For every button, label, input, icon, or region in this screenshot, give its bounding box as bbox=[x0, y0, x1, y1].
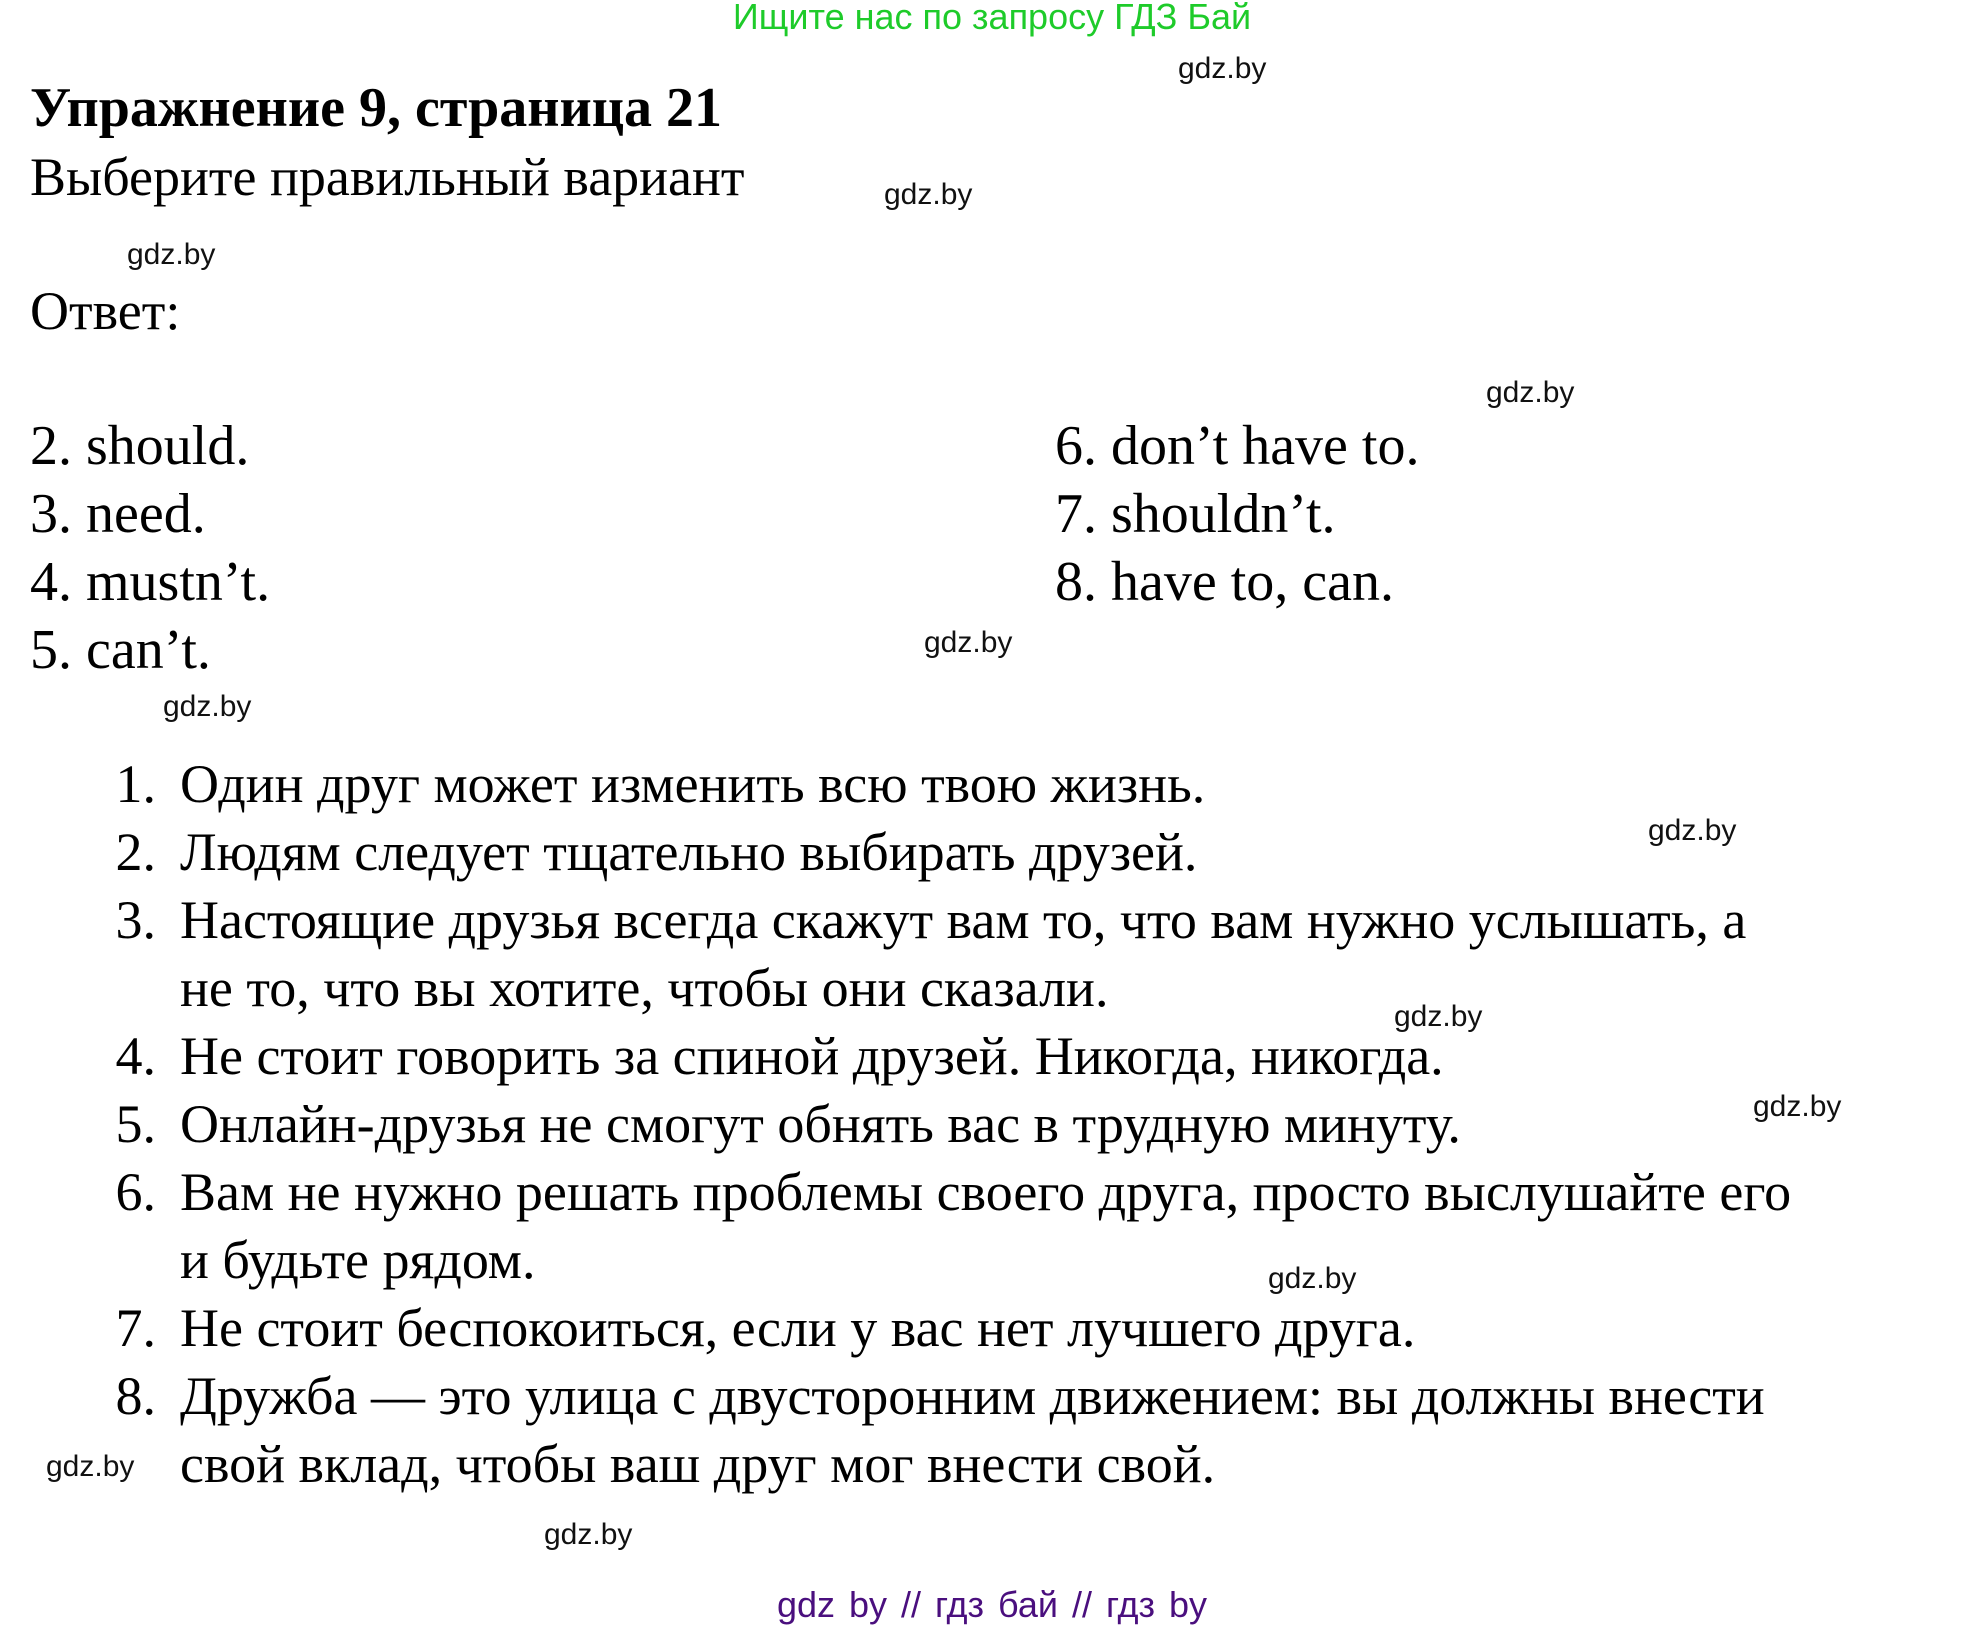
watermark: gdz.by bbox=[46, 1450, 135, 1483]
item-text: Один друг может изменить всю твою жизнь. bbox=[180, 754, 1206, 814]
watermark: gdz.by bbox=[1648, 814, 1737, 847]
answer-item: 3. need. bbox=[30, 483, 206, 545]
answer-label: Ответ: bbox=[30, 281, 181, 341]
answer-item: 2. should. bbox=[30, 415, 250, 477]
watermark: gdz.by bbox=[163, 690, 252, 723]
item-number: 3. bbox=[115, 890, 156, 950]
item-text-continued: не то, что вы хотите, чтобы они сказали. bbox=[180, 958, 1109, 1018]
item-number: 7. bbox=[115, 1298, 156, 1358]
watermark: gdz.by bbox=[127, 238, 216, 271]
watermark: gdz.by bbox=[884, 178, 973, 211]
item-number: 1. bbox=[115, 754, 156, 814]
answer-item: 6. don’t have to. bbox=[1055, 415, 1420, 477]
item-number: 4. bbox=[115, 1026, 156, 1086]
translation-item bbox=[0, 1090, 1984, 1158]
search-banner: Ищите нас по запросу ГДЗ Бай bbox=[732, 0, 1252, 37]
item-text: Настоящие друзья всегда скажут вам то, что вам нужно услышать, а bbox=[180, 890, 1747, 950]
translation-item bbox=[0, 1294, 1984, 1362]
answers-right-column bbox=[1055, 412, 1419, 616]
item-number: 6. bbox=[115, 1162, 156, 1222]
item-text: Дружба — это улица с двусторонним движением: вы должны внести bbox=[180, 1366, 1765, 1426]
item-text: Людям следует тщательно выбирать друзей. bbox=[180, 822, 1198, 882]
watermark: gdz.by bbox=[544, 1518, 633, 1551]
answers-left-column bbox=[30, 412, 270, 684]
translation-item bbox=[0, 1022, 1984, 1090]
watermark: gdz.by bbox=[1486, 376, 1575, 409]
page-title: Упражнение 9, страница 21 bbox=[30, 77, 723, 139]
translation-item bbox=[0, 886, 1984, 1022]
watermark: gdz.by bbox=[1394, 1000, 1483, 1033]
watermark: gdz.by bbox=[1178, 52, 1267, 85]
translation-list bbox=[0, 750, 1984, 1498]
item-number: 5. bbox=[115, 1094, 156, 1154]
item-text: Вам не нужно решать проблемы своего друга, просто выслушайте его bbox=[180, 1162, 1792, 1222]
watermark: gdz.by bbox=[924, 626, 1013, 659]
answer-item: 7. shouldn’t. bbox=[1055, 483, 1336, 545]
item-text: Не стоит говорить за спиной друзей. Никогда, никогда. bbox=[180, 1026, 1444, 1086]
answer-item: 8. have to, can. bbox=[1055, 551, 1394, 613]
task-instruction: Выберите правильный вариант bbox=[30, 147, 745, 207]
answer-item: 4. mustn’t. bbox=[30, 551, 271, 613]
item-text: Онлайн-друзья не смогут обнять вас в трудную минуту. bbox=[180, 1094, 1461, 1154]
translation-item bbox=[0, 750, 1984, 818]
item-number: 2. bbox=[115, 822, 156, 882]
watermark: gdz.by bbox=[1753, 1090, 1842, 1123]
item-number: 8. bbox=[115, 1366, 156, 1426]
answer-item: 5. can’t. bbox=[30, 619, 211, 681]
item-text-continued: и будьте рядом. bbox=[180, 1230, 536, 1290]
item-text: Не стоит беспокоиться, если у вас нет лучшего друга. bbox=[180, 1298, 1416, 1358]
translation-item bbox=[0, 1158, 1984, 1294]
footer-links: gdz by // гдз бай // гдз by bbox=[776, 1584, 1208, 1625]
watermark: gdz.by bbox=[1268, 1262, 1357, 1295]
translation-item bbox=[0, 1362, 1984, 1498]
item-text-continued: свой вклад, чтобы ваш друг мог внести свой. bbox=[180, 1434, 1216, 1494]
